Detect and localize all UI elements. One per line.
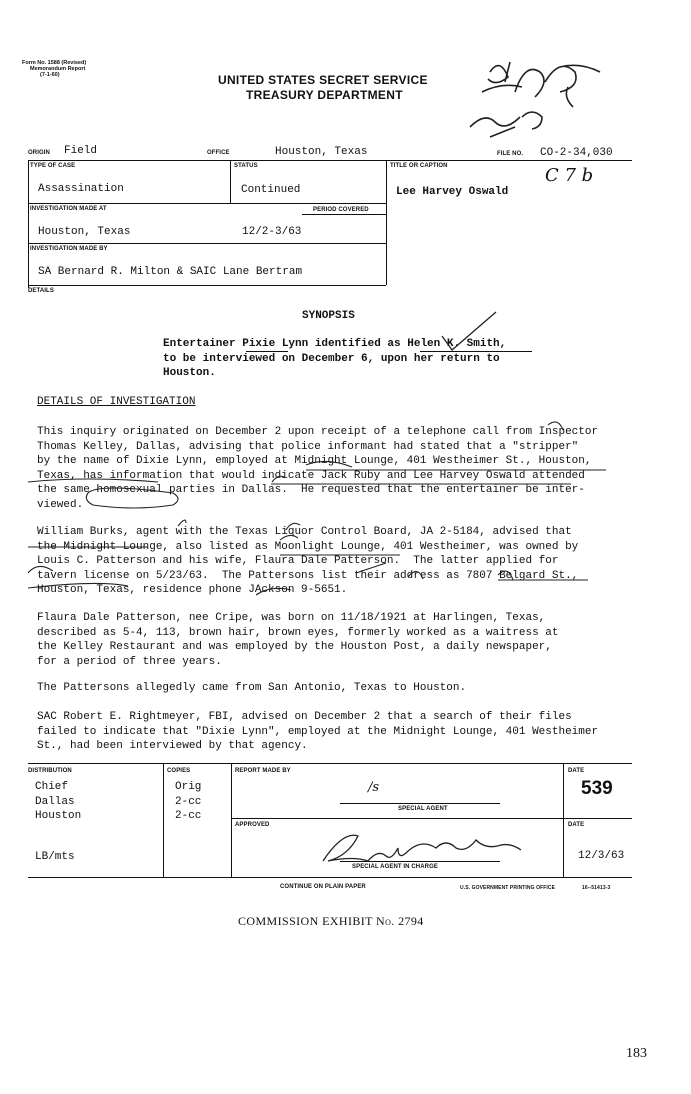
rule: [386, 160, 387, 285]
file-no-label: FILE NO.: [497, 151, 524, 157]
form-number: Form No. 1588 (Revised) Memorandum Report (7-1-60): [22, 60, 87, 78]
rule: [230, 160, 231, 203]
gpo-note: U.S. GOVERNMENT PRINTING OFFICE: [460, 885, 556, 891]
exhibit-caption: COMMISSION EXHIBIT No. 2794: [238, 914, 424, 928]
caption-handwriting: C 7 b: [545, 165, 594, 186]
office-value: Houston, Texas: [275, 146, 368, 158]
check-mark: [440, 308, 500, 358]
rule: [302, 214, 386, 215]
rule: [28, 763, 632, 764]
synopsis-heading: SYNOPSIS: [302, 310, 355, 322]
title-label: TITLE OR CAPTION: [390, 163, 448, 169]
synopsis-text: Entertainer Pixie Lynn identified as Helen K. Smith, to be interviewed on December 6, upon her return to Houston.: [163, 338, 507, 379]
agency-title: UNITED STATES SECRET SERVICE: [218, 73, 428, 87]
details-paragraph-1: This inquiry originated on December 2 upon receipt of a telephone call from Inspector Thomas Kelley, Dallas, advising that police informant had stated that a "stripper" by the name of Dixie Lynn, employed at Midnight Lounge, 401 Westheimer St., Houston, Texas, has information that would indicate Jack Ruby and Lee Harvey Oswald attended the same homosexual parties in Dallas. He requested that the entertainer be inter- viewed.: [37, 426, 599, 511]
rule: [28, 877, 632, 878]
details-heading: DETAILS OF INVESTIGATION: [37, 396, 196, 408]
type-label: TYPE OF CASE: [30, 163, 76, 169]
made-at-label: INVESTIGATION MADE AT: [30, 206, 107, 212]
status-value: Continued: [241, 184, 301, 196]
details-paragraph-3: Flaura Dale Patterson, nee Cripe, was born on 11/18/1921 at Harlingen, Texas, described as 5-4, 113, brown hair, brown eyes, formerly worked as a waitress at the Kelley Restaurant and was employed by the Houston Post, a daily newspaper, for a period of three years.: [37, 612, 559, 668]
report-made-by-label: REPORT MADE BY: [235, 768, 291, 774]
date-label: DATE: [568, 768, 585, 774]
rule: [28, 160, 29, 288]
file-no-value: CO-2-34,030: [540, 147, 613, 159]
department-title: TREASURY DEPARTMENT: [246, 88, 403, 102]
made-by-value: SA Bernard R. Milton & SAIC Lane Bertram: [38, 266, 303, 278]
special-agent-label: SPECIAL AGENT: [398, 806, 448, 812]
details-paragraph-2: William Burks, agent with the Texas Liquor Control Board, JA 2-5184, advised that the Midnight Lounge, also listed as Moonlight Lounge, 401 Westheimer, was owned by Louis C. Patterson and his wife, Flaura Dale Patterson. The latter applied for tavern license on 5/23/63. The Pattersons list their address as 7807 Belgard St., Houston, Texas, residence phone JAckson 9-5651.: [37, 526, 579, 596]
distribution-label: DISTRIBUTION: [28, 768, 72, 774]
rule: [340, 803, 500, 804]
details-label: DETAILS: [28, 288, 54, 294]
date2-label: DATE: [568, 822, 585, 828]
continue-note: CONTINUE ON PLAIN PAPER: [280, 884, 366, 890]
rule: [28, 160, 632, 161]
sac-label: SPECIAL AGENT IN CHARGE: [352, 864, 438, 870]
made-by-label: INVESTIGATION MADE BY: [30, 246, 108, 252]
rule: [563, 763, 564, 877]
copies-list: Orig 2-cc 2-cc: [175, 781, 202, 822]
office-label: OFFICE: [207, 150, 230, 156]
details-paragraph-4: The Pattersons allegedly came from San Antonio, Texas to Houston.: [37, 682, 467, 694]
details-paragraph-5: SAC Robert E. Rightmeyer, FBI, advised on December 2 that a search of their files failed to indicate that "Dixie Lynn", employed at the Midnight Lounge, 401 Westheimer St., had been interviewed by that agency.: [37, 711, 599, 752]
report-number: 539: [581, 778, 613, 799]
origin-value: Field: [64, 145, 98, 157]
pen-markings: [28, 415, 648, 605]
origin-label: ORIGIN: [28, 150, 50, 156]
copies-label: COPIES: [167, 768, 191, 774]
approved-label: APPROVED: [235, 822, 270, 828]
approved-date: 12/3/63: [578, 850, 625, 862]
page-number: 183: [626, 1046, 647, 1061]
made-at-value: Houston, Texas: [38, 226, 131, 238]
rule: [28, 285, 386, 286]
rule: [231, 763, 232, 877]
title-value: Lee Harvey Oswald: [396, 186, 509, 198]
distribution-list: Chief Dallas Houston: [35, 781, 82, 822]
status-label: STATUS: [234, 163, 258, 169]
rule: [231, 818, 632, 819]
typist-initials: LB/mts: [35, 851, 75, 863]
rule: [28, 243, 386, 244]
rule: [163, 763, 164, 877]
period-value: 12/2-3/63: [242, 226, 302, 238]
gpo-code: 16--51413-3: [582, 885, 611, 891]
underline-mark: [246, 351, 288, 352]
signature: [318, 826, 528, 868]
report-initials: /s: [368, 780, 380, 795]
handwritten-scrawl: [460, 52, 620, 147]
type-value: Assassination: [38, 183, 124, 195]
rule: [28, 203, 386, 204]
period-label: PERIOD COVERED: [313, 207, 369, 213]
